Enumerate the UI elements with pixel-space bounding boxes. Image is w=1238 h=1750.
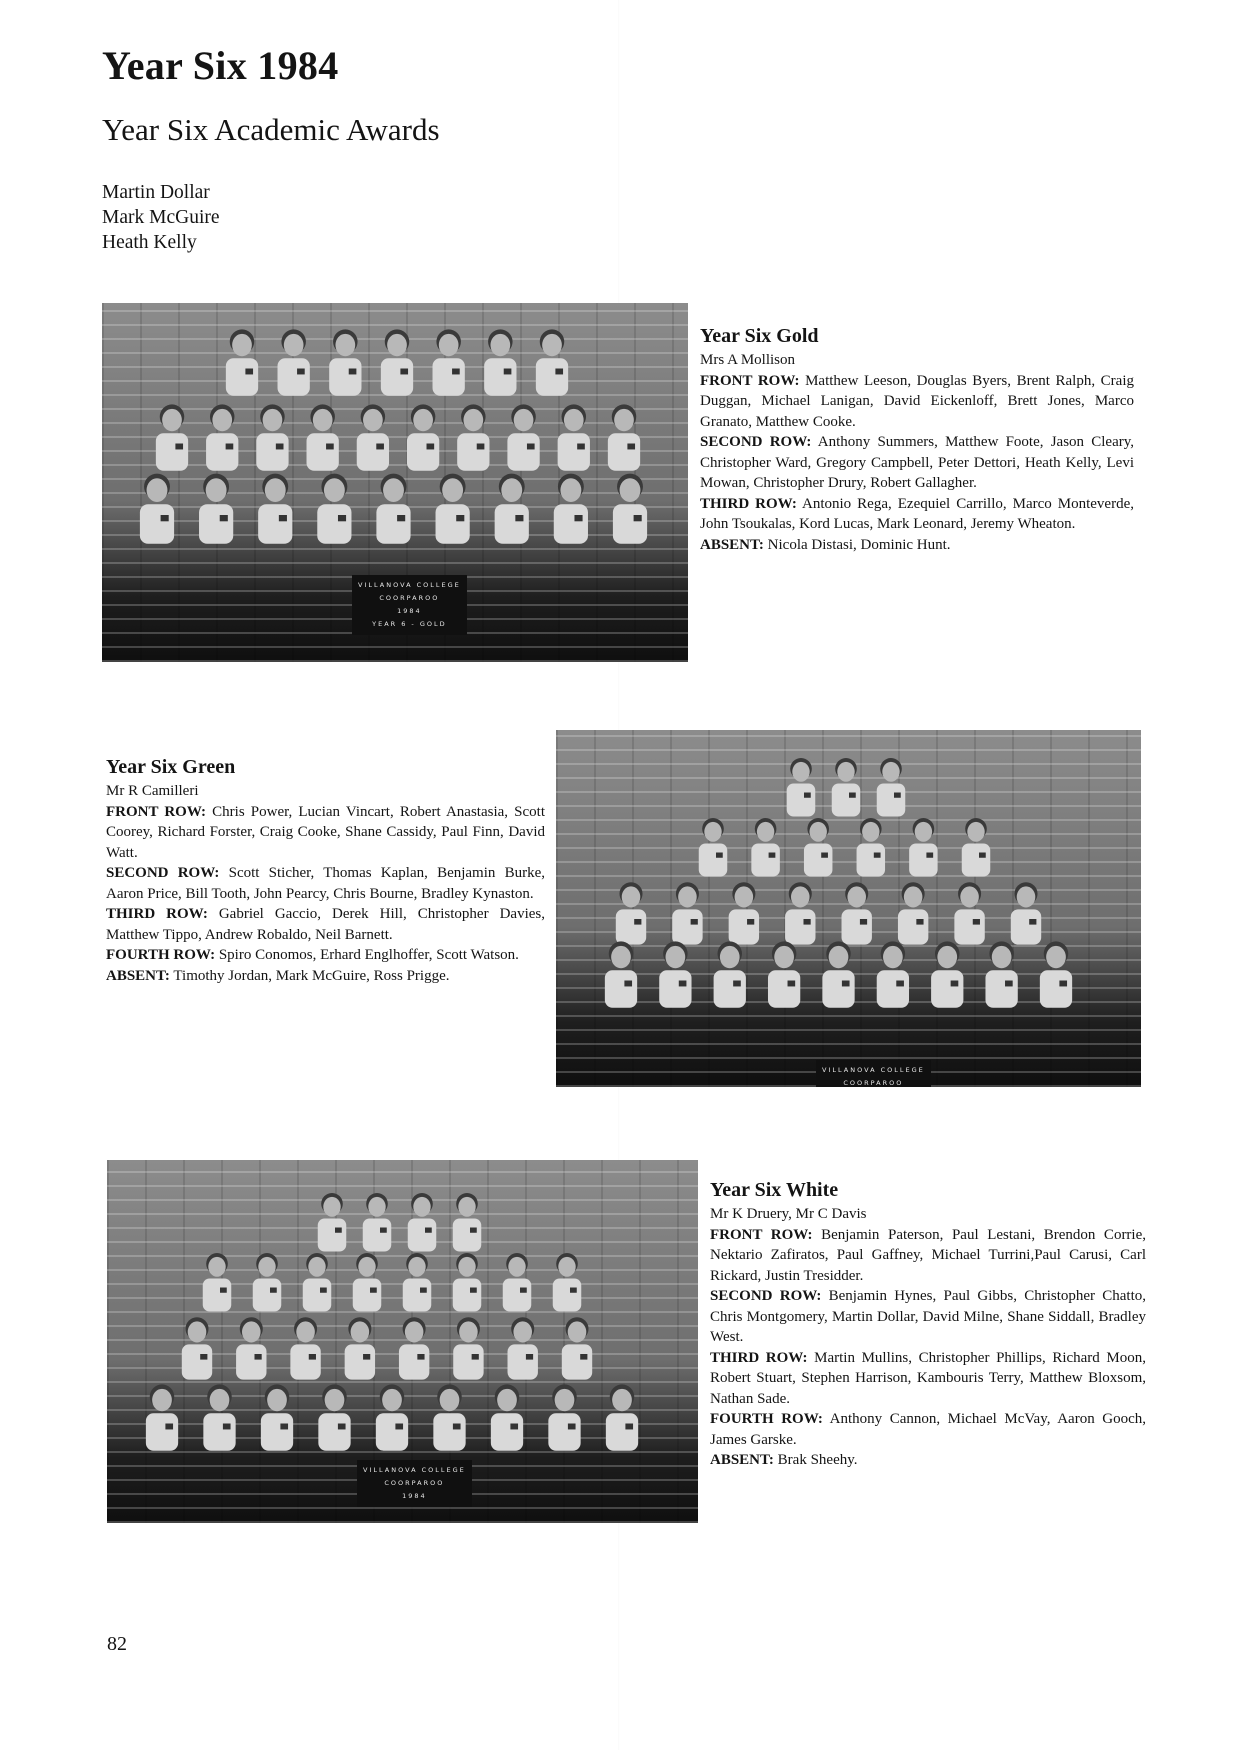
student-figure — [453, 1193, 482, 1252]
student-figure — [613, 474, 647, 544]
student-figure — [804, 818, 833, 877]
student-figure — [317, 474, 351, 544]
award-name: Heath Kelly — [102, 232, 197, 253]
row-list: FRONT ROW: Benjamin Paterson, Paul Lestani, Brendon Corrie, Nektario Zafiratos, Paul Gaffney, Michael Turrini,Paul Carusi, Carl Rickard, Justin Tresidder. — [710, 1226, 1147, 1284]
gold-class-photo — [102, 303, 688, 662]
green-class-photo — [556, 730, 1141, 1087]
student-figure — [832, 758, 861, 817]
student-figure — [345, 1317, 375, 1379]
student-figure — [822, 941, 854, 1007]
student-figure — [842, 882, 872, 944]
student-figure — [203, 1253, 232, 1312]
student-figure — [236, 1317, 266, 1379]
student-figure — [877, 941, 909, 1007]
page-title: Year Six 1984 — [102, 43, 339, 88]
white-class-photo — [107, 1160, 698, 1523]
caption-title: Year Six White — [710, 1179, 839, 1201]
student-figure — [353, 1253, 382, 1312]
photo-sign: VILLANOVA COLLEGE COORPAROO 1984 — [357, 1460, 472, 1507]
student-figure — [403, 1253, 432, 1312]
student-figure — [985, 941, 1017, 1007]
student-figure — [729, 882, 759, 944]
white-caption — [710, 1177, 1146, 1471]
student-figure — [376, 1384, 408, 1450]
row-list: FRONT ROW: Matthew Leeson, Douglas Byers, Brent Ralph, Craig Duggan, Michael Lanigan, David Eickenloff, Brett Jones, Marco Granato, Matthew Cooke. — [700, 372, 1135, 430]
student-figure — [484, 329, 516, 395]
student-figure — [507, 404, 539, 470]
student-figure — [751, 818, 780, 877]
student-figure — [290, 1317, 320, 1379]
student-figure — [453, 1253, 482, 1312]
row-list: FRONT ROW: Chris Power, Lucian Vincart, Robert Anastasia, Scott Coorey, Richard Forster, Craig Cooke, Shane Cassidy, Paul Finn, David Watt. — [106, 803, 545, 861]
gold-caption — [700, 323, 1134, 555]
student-figure — [399, 1317, 429, 1379]
student-figure — [253, 1253, 282, 1312]
student-figure — [146, 1384, 178, 1450]
student-figure — [608, 404, 640, 470]
student-figure — [156, 404, 188, 470]
photo-sign: VILLANOVA COLLEGE COORPAROO 1984 YEAR 6 - GOLD — [352, 575, 467, 635]
student-figure — [453, 1317, 483, 1379]
student-figure — [909, 818, 938, 877]
student-figure — [503, 1253, 532, 1312]
photo-sign: VILLANOVA COLLEGE COORPAROO — [816, 1060, 931, 1087]
student-figure — [261, 1384, 293, 1450]
student-figure — [199, 474, 233, 544]
student-figure — [605, 941, 637, 1007]
caption-title: Year Six Green — [106, 756, 236, 778]
student-figure — [536, 329, 568, 395]
student-figure — [206, 404, 238, 470]
row-list: THIRD ROW: Antonio Rega, Ezequiel Carrillo, Marco Monteverde, John Tsoukalas, Kord Lucas, Mark Leonard, Jeremy Wheaton. — [700, 495, 1134, 532]
student-figure — [363, 1193, 392, 1252]
page-number: 82 — [107, 1633, 127, 1655]
student-figure — [898, 882, 928, 944]
teacher-name: Mrs A Mollison — [700, 352, 796, 368]
row-list: ABSENT: Timothy Jordan, Mark McGuire, Ross Prigge. — [106, 967, 450, 984]
student-figure — [699, 818, 728, 877]
student-figure — [672, 882, 702, 944]
student-figure — [357, 404, 389, 470]
student-figure — [877, 758, 906, 817]
student-figure — [256, 404, 288, 470]
section-title: Year Six Academic Awards — [102, 112, 440, 147]
student-figure — [1011, 882, 1041, 944]
green-caption — [106, 754, 545, 986]
student-figure — [659, 941, 691, 1007]
student-figure — [436, 474, 470, 544]
awards-list — [102, 180, 220, 255]
row-list: FOURTH ROW: Spiro Conomos, Erhard Englhoffer, Scott Watson. — [106, 947, 519, 963]
student-figure — [408, 1193, 437, 1252]
student-figure — [962, 818, 991, 877]
student-figure — [1040, 941, 1072, 1007]
student-figure — [606, 1384, 638, 1450]
student-figure — [457, 404, 489, 470]
row-list: THIRD ROW: Gabriel Gaccio, Derek Hill, Christopher Davies, Matthew Tippo, Andrew Robaldo, Neil Barnett. — [106, 906, 545, 943]
row-list: SECOND ROW: Scott Sticher, Thomas Kaplan, Benjamin Burke, Aaron Price, Bill Tooth, John Pearcy, Chris Bourne, Bradley Kynaston. — [106, 865, 546, 902]
student-figure — [554, 474, 588, 544]
student-figure — [616, 882, 646, 944]
row-list: ABSENT: Brak Sheehy. — [710, 1452, 858, 1468]
student-figure — [307, 404, 339, 470]
student-figure — [226, 329, 258, 395]
row-list: THIRD ROW: Martin Mullins, Christopher Phillips, Richard Moon, Robert Stuart, Stephen Harrison, Kambouris Terry, Matthew Bloxsom, Nathan Sade. — [710, 1349, 1147, 1407]
student-figure — [508, 1317, 538, 1379]
student-figure — [381, 329, 413, 395]
student-figure — [931, 941, 963, 1007]
student-figure — [553, 1253, 582, 1312]
student-figure — [558, 404, 590, 470]
student-figure — [714, 941, 746, 1007]
student-figure — [140, 474, 174, 544]
award-name: Martin Dollar — [102, 182, 210, 203]
row-list: SECOND ROW: Anthony Summers, Matthew Foote, Jason Cleary, Christopher Ward, Gregory Campbell, Peter Dettori, Heath Kelly, Levi Mowan, Christopher Drury, Robert Gallagher. — [700, 434, 1134, 491]
student-figure — [954, 882, 984, 944]
student-figure — [768, 941, 800, 1007]
student-figure — [407, 404, 439, 470]
student-figure — [278, 329, 310, 395]
student-figure — [787, 758, 816, 817]
student-figure — [495, 474, 529, 544]
student-figure — [329, 329, 361, 395]
student-figure — [258, 474, 292, 544]
row-list: FOURTH ROW: Anthony Cannon, Michael McVay, Aaron Gooch, James Garske. — [710, 1411, 1146, 1448]
student-figure — [203, 1384, 235, 1450]
award-name: Mark McGuire — [102, 207, 220, 228]
students-silhouettes — [556, 730, 1141, 1087]
student-figure — [548, 1384, 580, 1450]
student-figure — [857, 818, 886, 877]
teacher-name: Mr R Camilleri — [106, 783, 199, 799]
student-figure — [182, 1317, 212, 1379]
student-figure — [785, 882, 815, 944]
student-figure — [318, 1384, 350, 1450]
caption-title: Year Six Gold — [700, 325, 819, 347]
student-figure — [433, 329, 465, 395]
student-figure — [376, 474, 410, 544]
student-figure — [318, 1193, 347, 1252]
student-figure — [433, 1384, 465, 1450]
student-figure — [491, 1384, 523, 1450]
teacher-name: Mr K Druery, Mr C Davis — [710, 1206, 867, 1222]
row-list: SECOND ROW: Benjamin Hynes, Paul Gibbs, Christopher Chatto, Chris Montgomery, Martin Dollar, David Milne, Shane Siddall, Bradley West. — [710, 1288, 1146, 1345]
student-figure — [303, 1253, 332, 1312]
row-list: ABSENT: Nicola Distasi, Dominic Hunt. — [700, 536, 951, 553]
student-figure — [562, 1317, 592, 1379]
